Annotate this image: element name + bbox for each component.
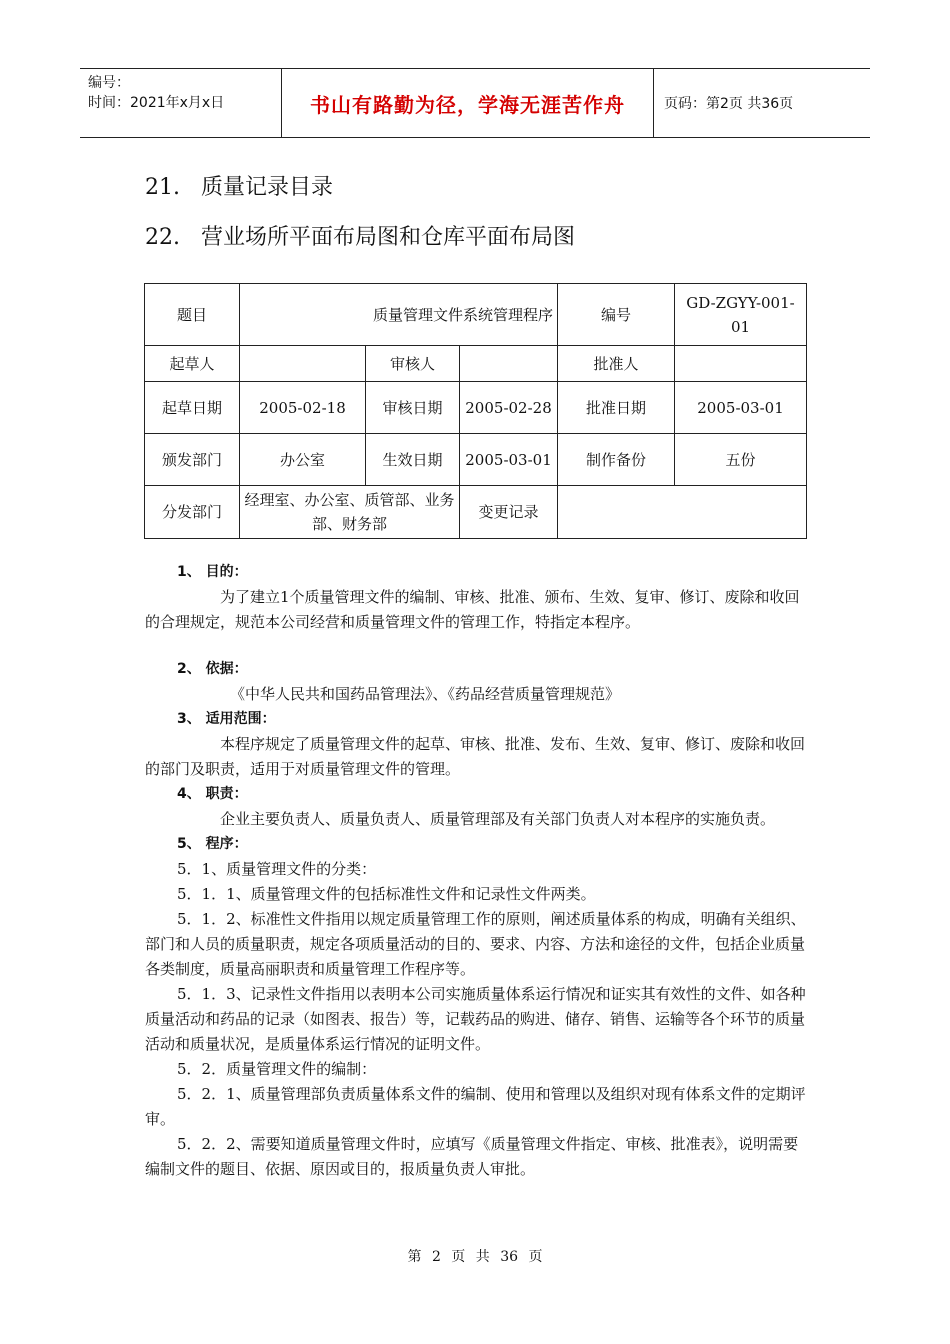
cell-dist-dept-value: 经理室、办公室、质管部、业务部、财务部 [240, 486, 460, 539]
cell-effective-date-value: 2005-03-01 [460, 434, 558, 486]
cell-approver-label: 批准人 [558, 346, 675, 382]
cell-approve-date-label: 批准日期 [558, 382, 675, 434]
heading-22 [145, 220, 575, 251]
document-info-table [144, 283, 807, 539]
header-page-info: 页码：第2页 共36页 [664, 96, 794, 112]
paragraph: 5．1．1、质量管理文件的包括标准性文件和记录性文件两类。 [177, 885, 596, 903]
page-header [80, 68, 870, 138]
paragraph: 为了建立1个质量管理文件的编制、审核、批准、颁布、生效、复审、修订、废除和收回的合理规定，规范本公司经营和质量管理文件的管理工作，特指定本程序。 [145, 588, 800, 631]
cell-reviewer-label: 审核人 [366, 346, 460, 382]
cell-title-label: 题目 [145, 284, 240, 346]
heading-number: 22. [145, 225, 180, 250]
heading-text: 营业场所平面布局图和仓库平面布局图 [201, 225, 576, 250]
paragraph: 5．1、质量管理文件的分类： [177, 860, 377, 878]
cell-review-date-label: 审核日期 [366, 382, 460, 434]
paragraph: 5．1．3、记录性文件指用以表明本公司实施质量体系运行情况和证实其有效性的文件、如各种质量活动和药品的记录（如图表、报告）等，记载药品的购进、储存、销售、运输等各个环节的质量活动和质量状况，是质量体系运行情况的证明文件。 [145, 985, 806, 1053]
paragraph: 5．1．2、标准性文件指用以规定质量管理工作的原则，阐述质量体系的构成，明确有关组织、部门和人员的质量职责，规定各项质量活动的目的、要求、内容、方法和途径的文件，包括企业质量各类制度，质量高丽职责和质量管理工作程序等。 [145, 910, 806, 978]
cell-review-date-value: 2005-02-28 [460, 382, 558, 434]
cell-effective-date-label: 生效日期 [366, 434, 460, 486]
heading-number: 21. [145, 175, 180, 200]
cell-draft-date-label: 起草日期 [145, 382, 240, 434]
number-label: 编号： [88, 75, 130, 91]
cell-reviewer-value [460, 346, 558, 382]
cell-approve-date-value: 2005-03-01 [675, 382, 807, 434]
page-footer: 第 2 页 共 36 页 [407, 1249, 543, 1265]
cell-dist-dept-label: 分发部门 [145, 486, 240, 539]
table-row [145, 346, 807, 382]
cell-title-value: 质量管理文件系统管理程序 [240, 284, 558, 346]
cell-change-label: 变更记录 [460, 486, 558, 539]
paragraph: 5．2．1、质量管理部负责质量体系文件的编制、使用和管理以及组织对现有体系文件的定期评审。 [145, 1085, 806, 1128]
paragraph: 企业主要负责人、质量负责人、质量管理部及有关部门负责人对本程序的实施负责。 [220, 810, 776, 828]
section-title: 5、 程序： [177, 836, 248, 852]
section-title: 3、 适用范围： [177, 711, 276, 727]
cell-issue-dept-label: 颁发部门 [145, 434, 240, 486]
header-meta [80, 69, 282, 137]
cell-copies-value: 五份 [675, 434, 807, 486]
section-title: 4、 职责： [177, 786, 248, 802]
cell-number-value: GD-ZGYY-001-01 [675, 284, 807, 346]
cell-draft-date-value: 2005-02-18 [240, 382, 366, 434]
cell-approver-value [675, 346, 807, 382]
procedure-body [145, 560, 810, 1182]
paragraph: 《中华人民共和国药品管理法》、《药品经营质量管理规范》 [230, 685, 621, 703]
heading-text: 质量记录目录 [201, 175, 334, 200]
section-title: 2、 依据： [177, 661, 248, 677]
paragraph: 5．2．质量管理文件的编制： [177, 1060, 377, 1078]
cell-copies-label: 制作备份 [558, 434, 675, 486]
heading-21 [145, 170, 333, 201]
cell-number-label: 编号 [558, 284, 675, 346]
table-row [145, 382, 807, 434]
time-label: 时间：2021年x月x日 [88, 95, 225, 111]
table-row [145, 284, 807, 346]
section-title: 1、 目的： [177, 564, 248, 580]
cell-drafter-label: 起草人 [145, 346, 240, 382]
paragraph: 本程序规定了质量管理文件的起草、审核、批准、发布、生效、复审、修订、废除和收回的部门及职责，适用于对质量管理文件的管理。 [145, 735, 806, 778]
paragraph: 5．2．2、需要知道质量管理文件时，应填写《质量管理文件指定、审核、批准表》，说明需要编制文件的题目、依据、原因或目的，报质量负责人审批。 [145, 1135, 799, 1178]
cell-issue-dept-value: 办公室 [240, 434, 366, 486]
cell-change-value [558, 486, 807, 539]
header-motto: 书山有路勤为径，学海无涯苦作舟 [282, 69, 654, 137]
table-row [145, 434, 807, 486]
table-row [145, 486, 807, 539]
cell-drafter-value [240, 346, 366, 382]
